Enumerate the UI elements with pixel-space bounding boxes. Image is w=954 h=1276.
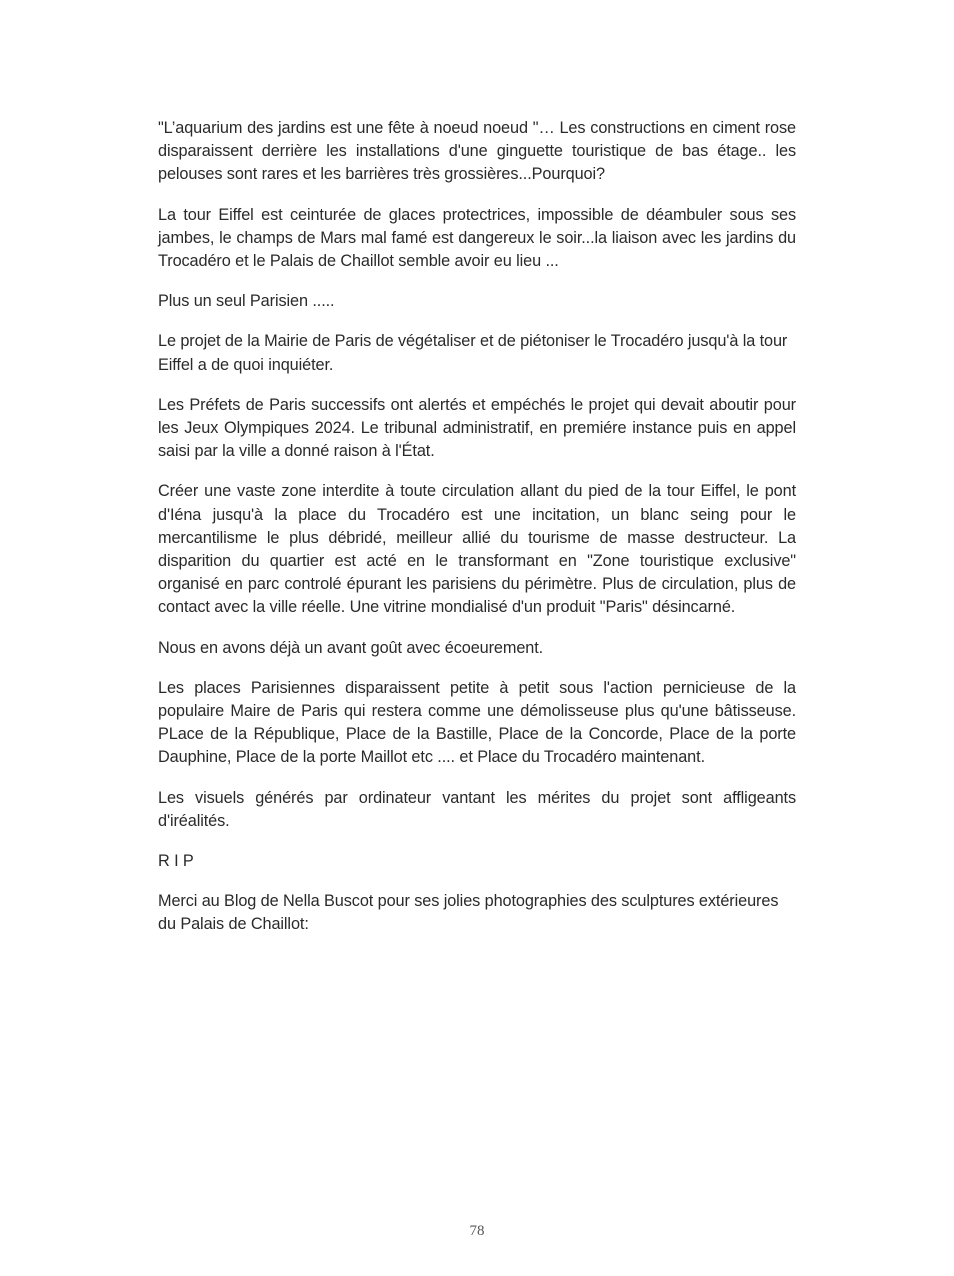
paragraph-prefets: Les Préfets de Paris successifs ont alertés et empéchés le projet qui devait aboutir pour les Jeux Olympiques 2024. Le tribunal administratif, en premiére instance puis en appel saisi par la ville a donné raison à l'État.: [158, 395, 796, 461]
page-number: 78: [469, 1223, 485, 1239]
paragraph-plus-un-seul: Plus un seul Parisien .....: [158, 292, 335, 311]
paragraph-projet-mairie: Le projet de la Mairie de Paris de végétaliser et de piétoniser le Trocadéro jusqu'à la tour Eiffel a de quoi inquiéter.: [158, 332, 788, 374]
paragraph-merci: Merci au Blog de Nella Buscot pour ses jolies photographies des sculptures extérieures du Palais de Chaillot:: [158, 892, 779, 934]
paragraph-visuels: Les visuels générés par ordinateur vantant les mérites du projet sont affligeants d'iréalités.: [158, 788, 796, 830]
page-body: [158, 117, 796, 954]
paragraph-avant-gout: Nous en avons déjà un avant goût avec écoeurement.: [158, 638, 544, 657]
paragraph-tour-eiffel: La tour Eiffel est ceinturée de glaces protectrices, impossible de déambuler sous ses jambes, le champs de Mars mal famé est dangereux le soir...la liaison avec les jardins du Trocadéro et le Palais de Chaillot semble avoir eu lieu ...: [158, 205, 796, 271]
paragraph-zone-interdite: Créer une vaste zone interdite à toute circulation allant du pied de la tour Eiffel, le pont d'Iéna jusqu'à la place du Trocadéro est une incitation, un blanc seing pour le mercantilisme le plus débridé, meilleur allié du tourisme de masse destructeur. La disparition du quartier est acté en le transformant en "Zone touristique exclusive" organisé en parc controlé épurant les parisiens du périmètre. Plus de circulation, plus de contact avec la ville réelle. Une vitrine mondialisé d'un produit "Paris" désincarné.: [158, 482, 796, 617]
paragraph-places-parisiennes: Les places Parisiennes disparaissent petite à petit sous l'action pernicieuse de la populaire Maire de Paris qui restera comme une démolisseuse plus qu'une bâtisseuse. PLace de la République, Place de la Bastille, Place de la Concorde, Place de la porte Dauphine, Place de la porte Maillot etc .... et Place du Trocadéro maintenant.: [158, 678, 796, 767]
paragraph-aquarium: "L’aquarium des jardins est une fête à noeud noeud "… Les constructions en ciment rose disparaissent derrière les installations d'une ginguette touristique de bas étage.. les pelouses sont rares et les barrières très grossières...Pourquoi?: [158, 119, 796, 184]
paragraph-rip: R I P: [158, 852, 194, 871]
